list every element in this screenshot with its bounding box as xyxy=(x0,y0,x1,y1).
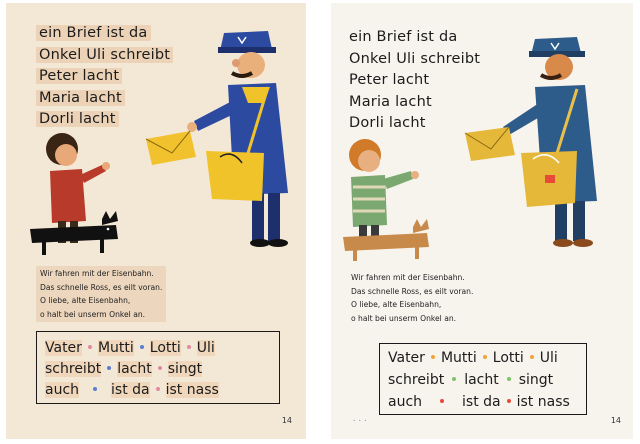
text-line: Dorli lacht xyxy=(349,115,426,131)
boy-shirt xyxy=(50,169,86,223)
word-box xyxy=(36,331,280,404)
text-line: Onkel Uli schreibt xyxy=(36,45,173,67)
poem: Wir fahren mit der Eisenbahn. Das schnelle Ross, es eilt voran. O liebe, alte Eisenbahn, o halt bei unserm Onkel an. xyxy=(36,266,166,322)
text-line: Peter lacht xyxy=(349,72,430,88)
mail-bag xyxy=(206,151,264,201)
left-page xyxy=(6,3,306,439)
page-number: 14 xyxy=(281,416,292,425)
text-line: ein Brief ist da xyxy=(349,29,458,45)
boy-shirt xyxy=(351,175,387,227)
word-box xyxy=(379,343,587,415)
print-mark: • • • xyxy=(353,418,368,423)
text-line: Onkel Uli schreibt xyxy=(349,50,481,67)
text-line: Dorli lacht xyxy=(36,109,173,131)
page-number: 14 xyxy=(610,416,621,425)
word-row: schreibt lacht singt xyxy=(388,372,554,388)
postman-illustration xyxy=(331,3,633,263)
word-row: auch ist da ist nass xyxy=(45,382,219,398)
word-row: Vater Mutti Lotti Uli xyxy=(45,340,215,356)
word-row: auch ist da ist nass xyxy=(388,394,570,410)
envelope xyxy=(465,127,515,161)
right-page xyxy=(331,3,633,439)
poem: Wir fahren mit der Eisenbahn. Das schnelle Ross, es eilt voran. O liebe, alte Eisenbahn, o halt bei unserm Onkel an. xyxy=(351,273,474,323)
word-row: schreibt lacht singt xyxy=(45,361,203,377)
envelope xyxy=(146,131,196,165)
text-line: Maria lacht xyxy=(349,93,432,110)
text-line: ein Brief ist da xyxy=(36,23,173,45)
text-line: Peter lacht xyxy=(36,66,173,88)
cat xyxy=(30,225,118,243)
postman-illustration xyxy=(6,3,306,263)
word-row: Vater Mutti Lotti Uli xyxy=(388,350,558,366)
text-line: Maria lacht xyxy=(36,88,173,110)
